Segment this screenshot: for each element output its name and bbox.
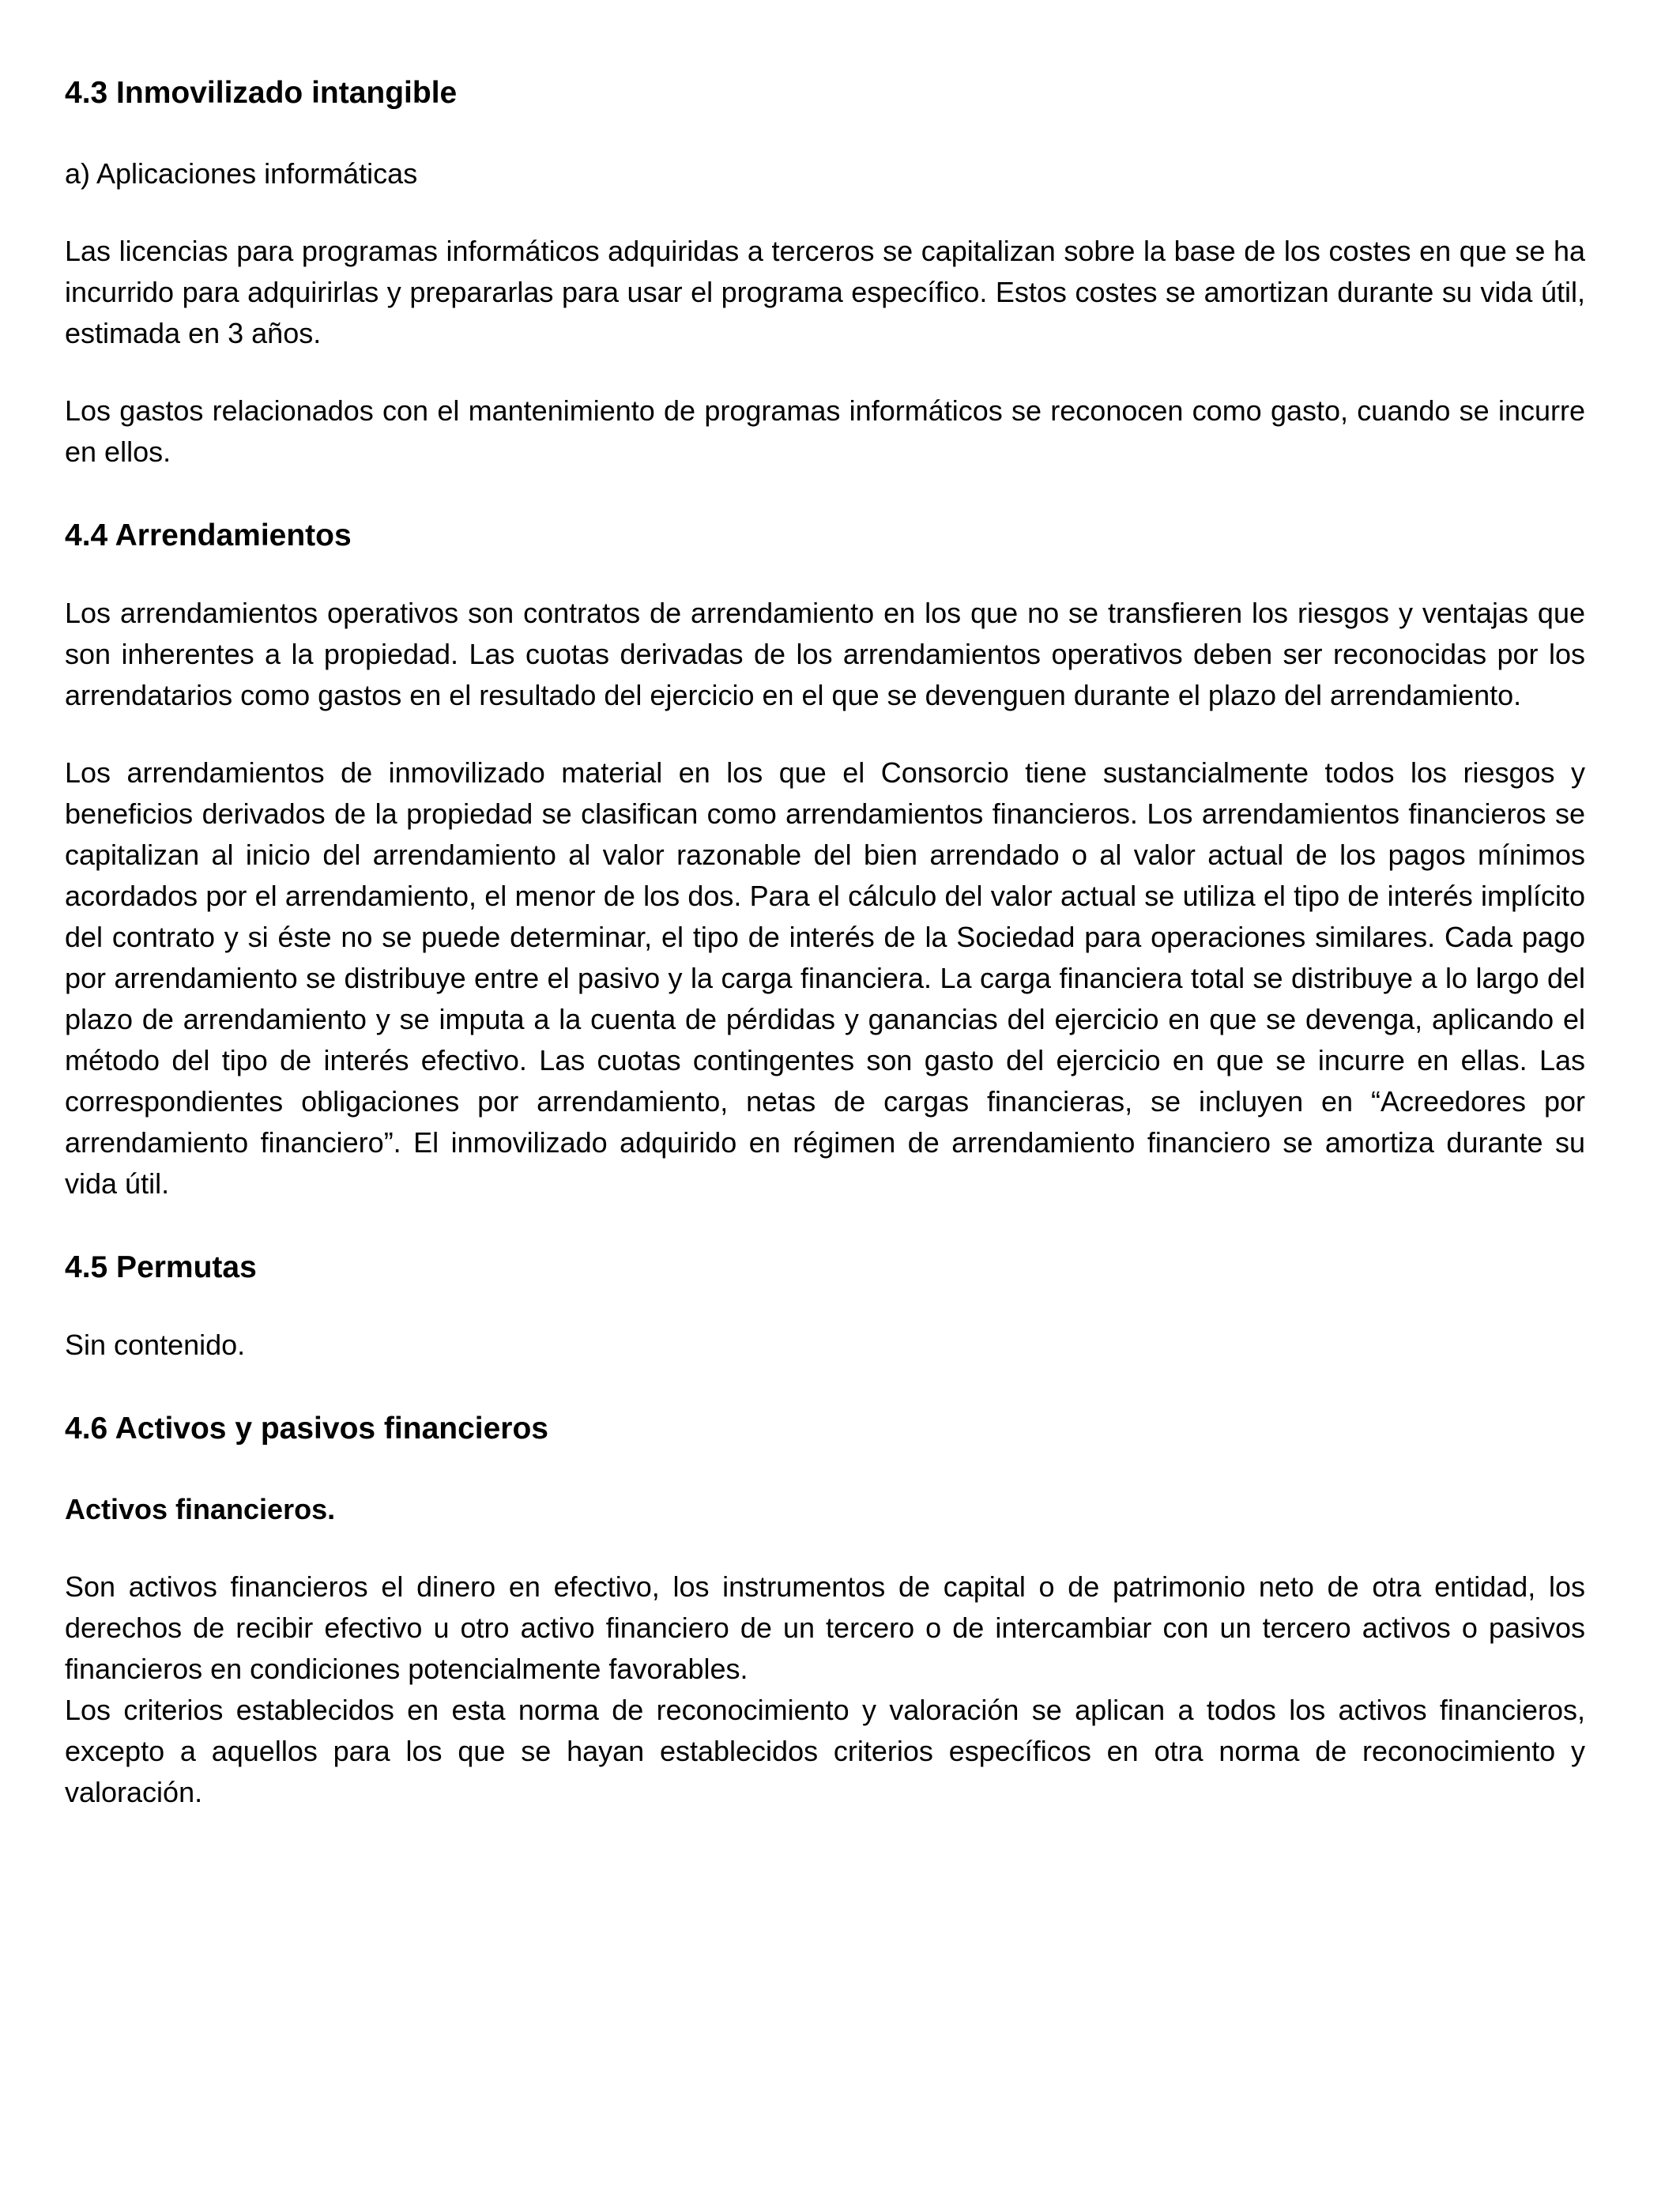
paragraph-arrendamientos-financieros: Los arrendamientos de inmovilizado material en los que el Consorcio tiene sustancialmente todos los riesgos y beneficios derivados de la propiedad se clasifican como arrendamientos financieros. Los arrendamientos financieros se capitalizan al inicio del arrendamiento al valor razonable del bien arrendado o al valor actual de los pagos mínimos acordados por el arrendamiento, el menor de los dos. Para el cálculo del valor actual se utiliza el tipo de interés implícito del contrato y si éste no se puede determinar, el tipo de interés de la Sociedad para operaciones similares. Cada pago por arrendamiento se distribuye entre el pasivo y la carga financiera. La carga financiera total se distribuye a lo largo del plazo de arrendamiento y se imputa a la cuenta de pérdidas y ganancias del ejercicio en que se devenga, aplicando el método del tipo de interés efectivo. Las cuotas contingentes son gasto del ejercicio en que se incurre en ellas. Las correspondientes obligaciones por arrendamiento, netas de cargas financieras, se incluyen en “Acreedores por arrendamiento financiero”. El inmovilizado adquirido en régimen de arrendamiento financiero se amortiza durante su vida útil. xyxy=(65,756,1585,1200)
paragraph-definicion-activos: Son activos financieros el dinero en efectivo, los instrumentos de capital o de patrimonio neto de otra entidad, los derechos de recibir efectivo u otro activo financiero de un tercero o de intercambiar con un tercero activos o pasivos financieros en condiciones potencialmente favorables. xyxy=(65,1570,1585,1685)
subheading-activos-financieros: Activos financieros. xyxy=(65,1493,336,1525)
section-heading-4-4: 4.4 Arrendamientos xyxy=(65,518,352,552)
paragraph-criterios: Los criterios establecidos en esta norma de reconocimiento y valoración se aplican a todos los activos financieros, excepto a aquellos para los que se hayan establecidos criterios específicos en otra norma de reconocimiento y valoración. xyxy=(65,1694,1585,1808)
paragraph-licencias: Las licencias para programas informáticos adquiridas a terceros se capitalizan sobre la base de los costes en que se ha incurrido para adquirirlas y prepararlas para usar el programa específico. Estos costes se amortizan durante su vida útil, estimada en 3 años. xyxy=(65,235,1585,349)
section-heading-4-6: 4.6 Activos y pasivos financieros xyxy=(65,1412,548,1446)
document-page xyxy=(65,70,1585,1813)
paragraph-arrendamientos-operativos: Los arrendamientos operativos son contratos de arrendamiento en los que no se transfieren los riesgos y ventajas que son inherentes a la propiedad. Las cuotas derivadas de los arrendamientos operativos deben ser reconocidas por los arrendatarios como gastos en el resultado del ejercicio en el que se devenguen durante el plazo del arrendamiento. xyxy=(65,597,1585,711)
paragraph-gastos-mantenimiento: Los gastos relacionados con el mantenimiento de programas informáticos se reconocen como gasto, cuando se incurre en ellos. xyxy=(65,394,1585,468)
section-heading-4-5: 4.5 Permutas xyxy=(65,1250,257,1284)
section-heading-4-3: 4.3 Inmovilizado intangible xyxy=(65,76,458,110)
paragraph-sin-contenido: Sin contenido. xyxy=(65,1329,246,1361)
subheading-aplicaciones-informaticas: a) Aplicaciones informáticas xyxy=(65,157,418,190)
